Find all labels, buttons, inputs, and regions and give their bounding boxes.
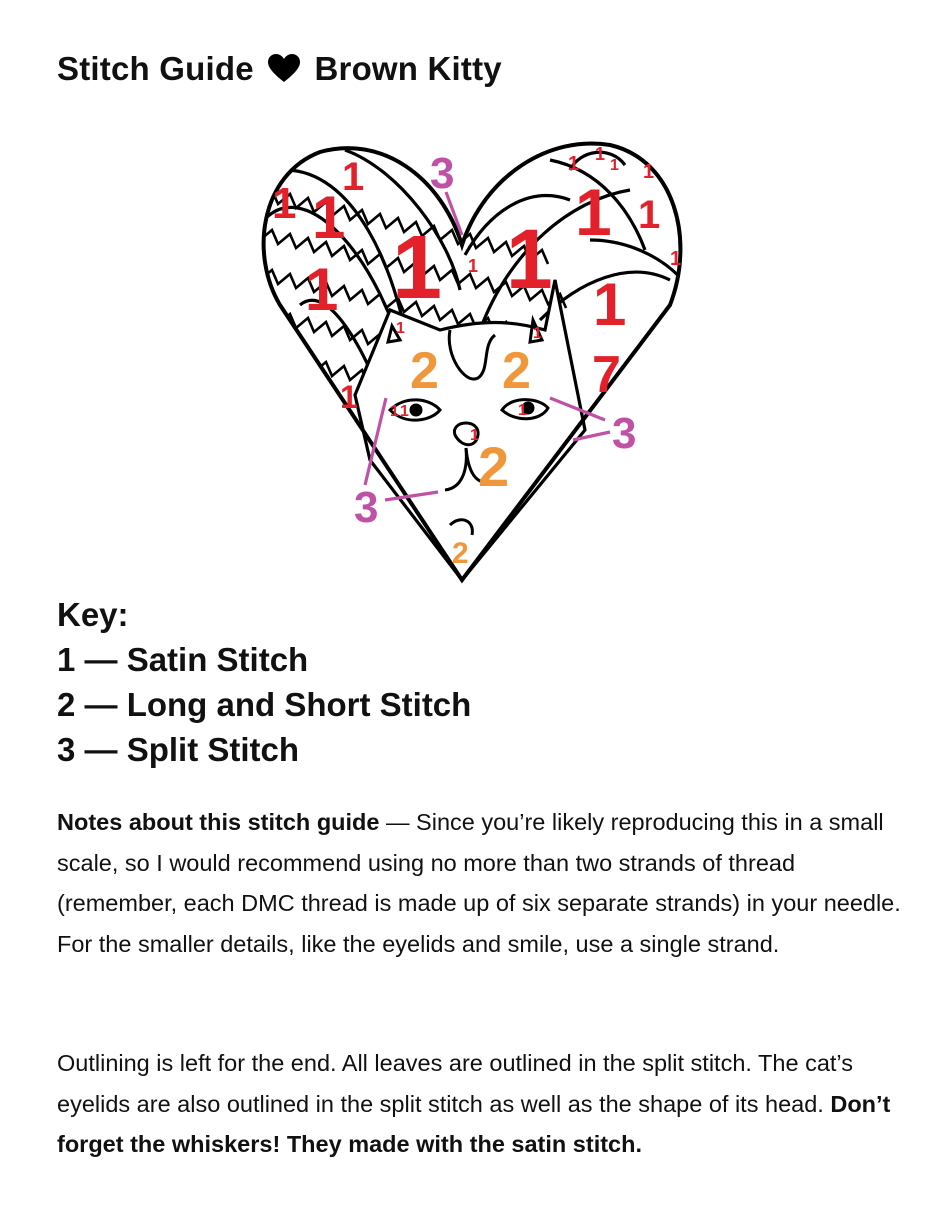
page-title (57, 50, 502, 88)
label-3: 3 (430, 149, 455, 198)
label-3: 3 (354, 483, 379, 532)
label-1: 1 (390, 403, 399, 420)
label-2: 2 (452, 537, 469, 570)
key-heading: Key: (57, 596, 129, 633)
label-1: 1 (643, 161, 655, 183)
stitch-key (57, 592, 471, 772)
label-2: 2 (502, 342, 531, 400)
label-3: 3 (612, 409, 637, 458)
title-right: Brown Kitty (314, 50, 502, 87)
label-1: 1 (470, 427, 479, 444)
notes-paragraph-2 (57, 1043, 902, 1165)
title-left: Stitch Guide (57, 50, 254, 87)
label-1: 1 (506, 212, 553, 306)
label-1: 1 (312, 184, 346, 251)
label-1: 1 (396, 320, 405, 337)
label-1: 1 (272, 179, 297, 228)
key-item-split: 3 — Split Stitch (57, 731, 300, 768)
label-1: 1 (575, 175, 612, 249)
label-1: 1 (638, 193, 661, 237)
label-1: 1 (610, 157, 619, 174)
label-1: 1 (593, 271, 627, 338)
stitch-guide-illustration (250, 130, 700, 585)
key-item-long-short: 2 — Long and Short Stitch (57, 686, 472, 723)
label-1: 1 (568, 153, 580, 175)
whiskers-note: Don’t forget the whiskers! They made with the satin stitch. (57, 1090, 891, 1157)
label-1: 1 (533, 325, 542, 342)
label-1: 1 (392, 218, 443, 318)
label-2: 2 (410, 342, 439, 400)
notes-lead: Notes about this stitch guide (57, 809, 380, 835)
label-1: 1 (340, 379, 358, 415)
label-2: 2 (478, 435, 510, 498)
notes-body: — Since you’re likely reproducing this in a small scale, so I would recommend using no more than two strands of thread (remember, each DMC thread is made up of six separate strands) in your needle. For the smaller details, like the eyelids and smile, use a single strand. (57, 809, 901, 957)
key-item-satin: 1 — Satin Stitch (57, 641, 309, 678)
label-1: 1 (305, 256, 339, 323)
label-1: 1 (595, 144, 606, 164)
cat-heart-drawing (250, 130, 700, 585)
outlining-note: Outlining is left for the end. All leaves are outlined in the split stitch. The cat’s eyelids are also outlined in the split stitch as well as the shape of its head. (57, 1050, 853, 1117)
heart-icon (267, 53, 301, 83)
label-7: 7 (592, 346, 621, 404)
notes-paragraph-1 (57, 802, 902, 964)
label-1: 1 (670, 248, 682, 270)
label-1: 1 (468, 256, 479, 276)
label-1: 1 (342, 155, 365, 199)
label-1: 1 (518, 402, 527, 419)
label-1: 1 (400, 403, 409, 420)
